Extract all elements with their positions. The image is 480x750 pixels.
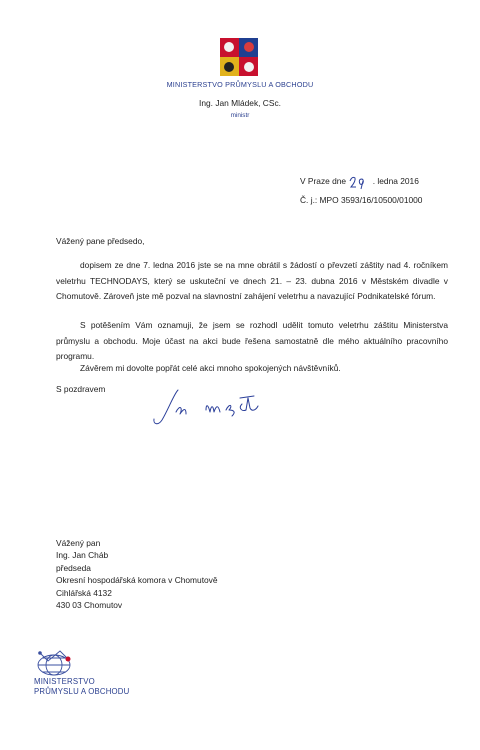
- recipient-greeting: Vážený pan: [56, 538, 101, 548]
- minister-name: Ing. Jan Mládek, CSc.: [199, 98, 281, 108]
- recipient-organization: Okresní hospodářská komora v Chomutově: [56, 575, 218, 586]
- recipient-title: předseda: [56, 562, 91, 573]
- paragraph-1: dopisem ze dne 7. ledna 2016 jste se na mne obrátil s žádostí o převzetí záštity nad 4. ročníkem veletrhu TECHNODAYS, který se uskuteční ve dnech 21. – 23. dubna 2016 v Městském divadle v Chomutově. Zároveň jste mě pozval na slavnostní zahájení veletrhu a navazující Podnikatelské fórum.: [56, 260, 448, 302]
- recipient-street: Cihlářská 4132: [56, 587, 112, 598]
- footer-logo-line2: PRŮMYSLU A OBCHODU: [34, 686, 130, 696]
- ministry-title: MINISTERSTVO PRŮMYSLU A OBCHODU: [166, 80, 314, 89]
- recipient-name: Ing. Jan Cháb: [56, 550, 109, 561]
- paragraph-3: Závěrem mi dovolte popřát celé akci mnoho spokojených návštěvníků.: [80, 363, 341, 373]
- recipient-city: 430 03 Chomutov: [56, 600, 123, 611]
- footer-logo-text: [34, 677, 129, 696]
- minister-role: ministr: [230, 112, 250, 119]
- paragraph-2: S potěšením Vám oznamuji, že jsem se rozhodl udělit tomuto veletrhu záštitu Ministerstva průmyslu a obchodu. Moje účast na akci bude řešena samostatně dle mého aktuálního pracovního programu.: [56, 320, 448, 362]
- date-suffix: . ledna 2016: [372, 176, 419, 186]
- salutation: Vážený pane předsedo,: [56, 236, 145, 246]
- signature-image: [150, 384, 280, 430]
- date-line: [300, 176, 419, 186]
- ministry-logo-icon: [34, 647, 74, 677]
- date-prefix: V Praze dne: [300, 176, 347, 186]
- closing: S pozdravem: [56, 384, 106, 394]
- coat-of-arms-icon: [218, 36, 260, 78]
- recipient-address: [56, 537, 218, 611]
- reference-number: Č. j.: MPO 3593/16/10500/01000: [300, 195, 423, 205]
- footer-logo-line1: MINISTERSTVO: [34, 677, 95, 686]
